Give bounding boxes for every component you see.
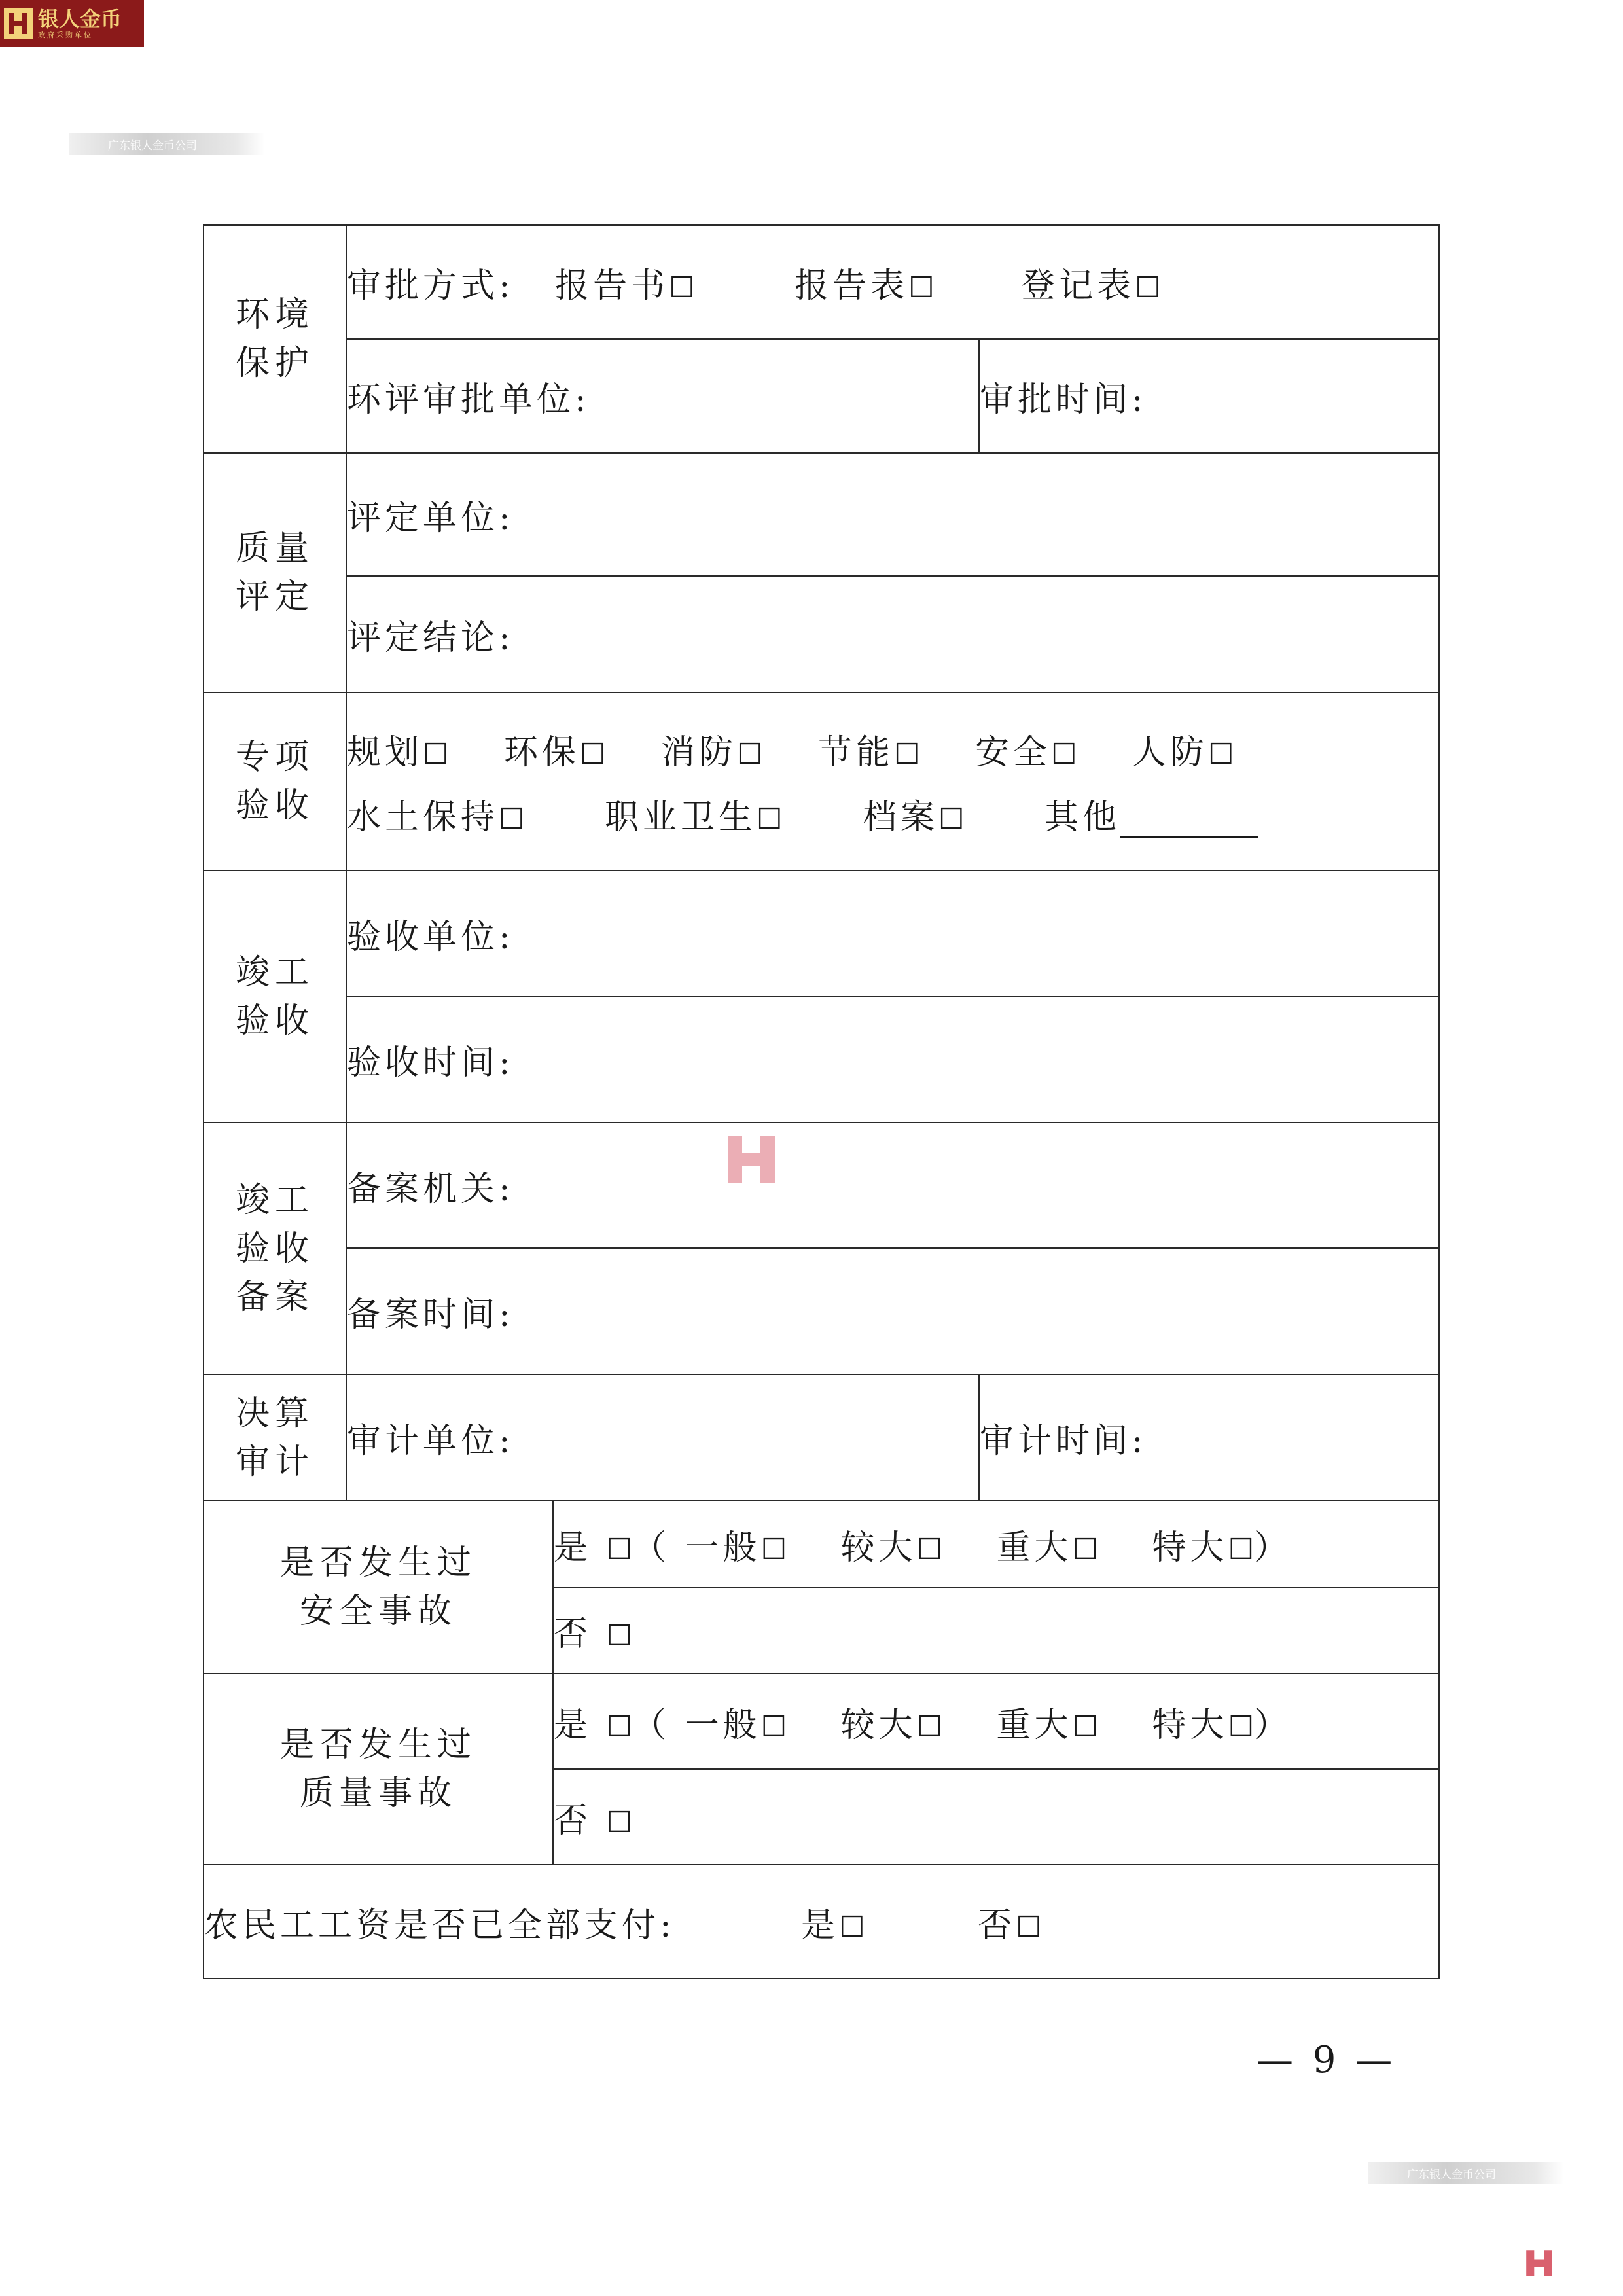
logo-text [38, 7, 122, 40]
safety-accident-row-1 [204, 1501, 1439, 1587]
settlement-label-line1: 决算 [235, 1393, 314, 1433]
logo-subtitle: 政府采购单位 [38, 31, 93, 39]
acceptance-form-table [203, 224, 1440, 1979]
special-options-cell [346, 692, 1439, 870]
option-archives-label: 档案 [863, 798, 939, 837]
checkbox-icon: ☐ [908, 270, 935, 304]
quality-conclusion-field[interactable]: 评定结论: [346, 576, 1439, 692]
page-number: — 9 — [1257, 2039, 1397, 2081]
option-soil-water[interactable] [347, 798, 524, 837]
env-row-1 [204, 225, 1439, 339]
safety-level-general-label: 一般 [685, 1528, 761, 1568]
quality-accident-label-line1: 是否发生过 [279, 1725, 476, 1765]
quality-label [204, 453, 346, 692]
filing-agency-field[interactable]: 备案机关: [346, 1122, 1439, 1248]
checkbox-icon: ☐ [760, 1710, 787, 1744]
company-ribbon-top: 广东银人金币公司 [69, 133, 265, 155]
safety-accident-label-line1: 是否发生过 [279, 1543, 476, 1583]
open-paren: （ [632, 1705, 671, 1745]
option-report-form-label: 报告表 [794, 266, 909, 306]
safety-accident-no-cell [553, 1587, 1439, 1674]
filing-row-2 [204, 1248, 1439, 1374]
checkbox-icon: ☐ [606, 1710, 632, 1744]
checkbox-icon: ☐ [606, 1805, 632, 1839]
quality-row-1 [204, 453, 1439, 576]
checkbox-icon: ☐ [1208, 738, 1234, 771]
quality-level-extreme-label: 特大 [1152, 1705, 1228, 1745]
settlement-label-line2: 审计 [235, 1442, 314, 1482]
quality-level-general-label: 一般 [685, 1705, 761, 1745]
filing-time-field[interactable]: 备案时间: [346, 1248, 1439, 1374]
checkbox-icon: ☐ [1016, 1910, 1042, 1944]
option-registration-form-label: 登记表 [1021, 266, 1135, 306]
settlement-row [204, 1374, 1439, 1501]
checkbox-icon: ☐ [1072, 1532, 1099, 1566]
option-environment[interactable] [504, 733, 605, 772]
option-safety-label: 安全 [975, 733, 1052, 772]
safety-level-larger-label: 较大 [840, 1528, 917, 1568]
wages-yes-label: 是 [801, 1905, 840, 1945]
option-registration-form[interactable] [1021, 266, 1160, 306]
quality-accident-label-line2: 质量事故 [299, 1774, 457, 1813]
special-label-line2: 验收 [235, 786, 314, 825]
checkbox-icon: ☐ [839, 1910, 865, 1944]
safety-accident-no-label: 否 [554, 1614, 592, 1654]
env-unit-field[interactable]: 环评审批单位: [346, 339, 979, 453]
quality-accident-no-cell [553, 1769, 1439, 1865]
completion-time-field[interactable]: 验收时间: [346, 996, 1439, 1122]
approval-mode-label: 审批方式: [347, 266, 514, 306]
checkbox-icon: ☐ [606, 1532, 632, 1566]
option-other[interactable] [1044, 798, 1258, 837]
safety-level-larger[interactable] [841, 1528, 942, 1568]
checkbox-icon: ☐ [580, 738, 606, 771]
safety-level-major-label: 重大 [996, 1528, 1073, 1568]
quality-row-2 [204, 576, 1439, 692]
completion-row-1 [204, 870, 1439, 996]
option-environment-label: 环保 [504, 733, 580, 772]
filing-label-line3: 备案 [235, 1277, 314, 1317]
close-paren: ） [1254, 1705, 1293, 1745]
quality-label-line2: 评定 [235, 577, 314, 617]
option-civil-defense[interactable] [1132, 733, 1234, 772]
quality-level-major[interactable] [997, 1706, 1098, 1745]
checkbox-icon: ☐ [737, 738, 763, 771]
filing-label [204, 1122, 346, 1374]
safety-accident-no[interactable] [554, 1615, 632, 1654]
quality-unit-field[interactable]: 评定单位: [346, 453, 1439, 576]
quality-accident-row-1 [204, 1674, 1439, 1769]
safety-accident-label [204, 1501, 553, 1674]
safety-level-extreme[interactable] [1152, 1528, 1254, 1568]
logo [0, 0, 144, 47]
special-options-row1 [347, 725, 1438, 774]
checkbox-icon: ☐ [1072, 1710, 1099, 1744]
option-fire-label: 消防 [661, 733, 738, 772]
safety-level-major[interactable] [997, 1528, 1098, 1568]
checkbox-icon: ☐ [1135, 270, 1161, 304]
env-label-line2: 保护 [235, 344, 314, 383]
company-ribbon-bottom: 广东银人金币公司 [1368, 2162, 1564, 2184]
option-archives[interactable] [863, 798, 964, 837]
wages-question: 农民工工资是否已全部支付: [204, 1905, 675, 1945]
option-other-label: 其他 [1044, 798, 1121, 837]
env-row-2 [204, 339, 1439, 453]
checkbox-icon: ☐ [423, 738, 449, 771]
checkbox-icon: ☐ [938, 802, 965, 836]
completion-row-2 [204, 996, 1439, 1122]
safety-level-general[interactable] [685, 1528, 787, 1568]
wages-cell [204, 1865, 1439, 1979]
checkbox-icon: ☐ [606, 1619, 632, 1653]
logo-mark-icon [4, 8, 33, 39]
checkbox-icon: ☐ [1228, 1532, 1255, 1566]
option-planning[interactable] [347, 733, 448, 772]
quality-level-larger[interactable] [841, 1706, 942, 1745]
safety-accident-yes-label: 是 [554, 1528, 592, 1568]
checkbox-icon: ☐ [499, 802, 525, 836]
wages-no[interactable] [978, 1906, 1041, 1945]
wages-row [204, 1865, 1439, 1979]
checkbox-icon: ☐ [757, 802, 783, 836]
filing-label-line1: 竣工 [235, 1180, 314, 1220]
option-safety[interactable] [975, 733, 1077, 772]
special-label-line1: 专项 [235, 738, 314, 777]
checkbox-icon: ☐ [894, 738, 920, 771]
env-label-line1: 环境 [235, 295, 314, 334]
option-occupational-health[interactable] [605, 798, 782, 837]
quality-accident-no-label: 否 [554, 1801, 592, 1840]
quality-level-extreme[interactable] [1152, 1706, 1254, 1745]
wages-no-label: 否 [978, 1905, 1016, 1945]
logo-name: 银人金币 [38, 7, 122, 31]
checkbox-icon: ☐ [916, 1710, 943, 1744]
option-soil-water-label: 水土保持 [347, 798, 499, 837]
special-row [204, 692, 1439, 870]
open-paren: （ [632, 1528, 671, 1568]
env-label [204, 225, 346, 453]
audit-unit-field[interactable]: 审计单位: [346, 1374, 979, 1501]
option-report-form[interactable] [794, 266, 934, 306]
quality-accident-yes-label: 是 [554, 1705, 592, 1745]
option-civil-defense-label: 人防 [1132, 733, 1209, 772]
quality-accident-label [204, 1674, 553, 1865]
wages-yes[interactable] [801, 1906, 865, 1945]
checkbox-icon: ☐ [1228, 1710, 1255, 1744]
quality-level-larger-label: 较大 [840, 1705, 917, 1745]
completion-label-line1: 竣工 [235, 952, 314, 992]
option-occupational-health-label: 职业卫生 [605, 798, 757, 837]
option-fire[interactable] [661, 733, 762, 772]
other-blank-field[interactable] [1120, 804, 1258, 838]
checkbox-icon: ☐ [760, 1532, 787, 1566]
checkbox-icon: ☐ [916, 1532, 943, 1566]
option-report-book[interactable] [555, 266, 694, 306]
quality-level-major-label: 重大 [996, 1705, 1073, 1745]
completion-label [204, 870, 346, 1122]
quality-level-general[interactable] [685, 1706, 787, 1745]
special-label [204, 692, 346, 870]
quality-label-line1: 质量 [235, 529, 314, 568]
safety-accident-yes[interactable] [554, 1528, 632, 1568]
filing-row-1 [204, 1122, 1439, 1248]
approval-mode-cell [346, 225, 1439, 339]
close-paren: ） [1254, 1528, 1293, 1568]
quality-accident-yes[interactable] [554, 1706, 632, 1745]
completion-label-line2: 验收 [235, 1001, 314, 1041]
checkbox-icon: ☐ [669, 270, 695, 304]
settlement-label [204, 1374, 346, 1501]
safety-level-extreme-label: 特大 [1152, 1528, 1228, 1568]
env-time-field[interactable]: 审批时间: [979, 339, 1439, 453]
filing-label-line2: 验收 [235, 1229, 314, 1268]
option-planning-label: 规划 [347, 733, 423, 772]
special-options-row2 [347, 789, 1438, 838]
checkbox-icon: ☐ [1051, 738, 1077, 771]
quality-accident-no[interactable] [554, 1801, 632, 1840]
option-energy-label: 节能 [818, 733, 895, 772]
option-report-book-label: 报告书 [555, 266, 669, 306]
option-energy[interactable] [818, 733, 919, 772]
safety-accident-label-line2: 安全事故 [299, 1592, 457, 1631]
audit-time-field[interactable]: 审计时间: [979, 1374, 1439, 1501]
corner-logo-icon [1525, 2249, 1554, 2278]
safety-accident-yes-cell [553, 1501, 1439, 1587]
quality-accident-yes-cell [553, 1674, 1439, 1769]
completion-unit-field[interactable]: 验收单位: [346, 870, 1439, 996]
